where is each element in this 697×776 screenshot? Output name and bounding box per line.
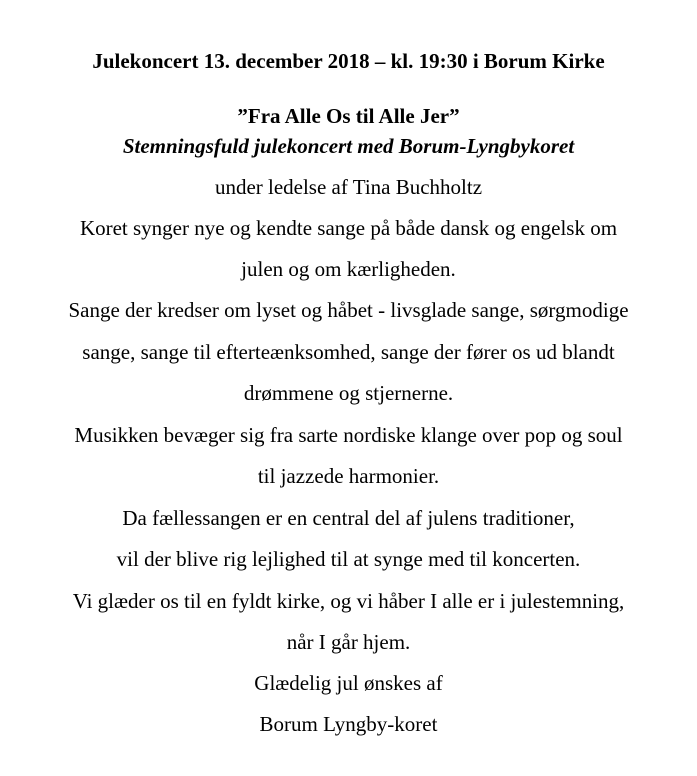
body-line: Koret synger nye og kendte sange på både dansk og engelsk om [79,216,618,240]
body-line: Vi glæder os til en fyldt kirke, og vi håber I alle er i julestemning, [72,589,625,613]
body-line: Da fællessangen er en central del af julens traditioner, [122,506,575,530]
body-line: til jazzede harmonier. [257,464,440,488]
body-line: julen og om kærligheden. [241,257,456,281]
closing-line: Glædelig jul ønskes af [254,671,443,695]
body-line: når I går hjem. [286,630,411,654]
body-line: under ledelse af Tina Buchholtz [214,175,483,199]
body-line: vil der blive rig lejlighed til at synge med til koncerten. [116,547,581,571]
body-line: Sange der kredser om lyset og håbet - livsglade sange, sørgmodige [68,298,629,322]
body-line: sange, sange til efterteænksomhed, sange der fører os ud blandt [82,340,615,364]
concert-title: ”Fra Alle Os til Alle Jer” [237,104,460,128]
signature-line: Borum Lyngby-koret [259,712,438,736]
body-line: drømmene og stjernerne. [243,381,454,405]
event-heading: Julekoncert 13. december 2018 – kl. 19:30 i Borum Kirke [92,49,605,73]
concert-subtitle: Stemningsfuld julekoncert med Borum-Lyngbykoret [122,134,575,158]
body-line: Musikken bevæger sig fra sarte nordiske klange over pop og soul [74,423,623,447]
